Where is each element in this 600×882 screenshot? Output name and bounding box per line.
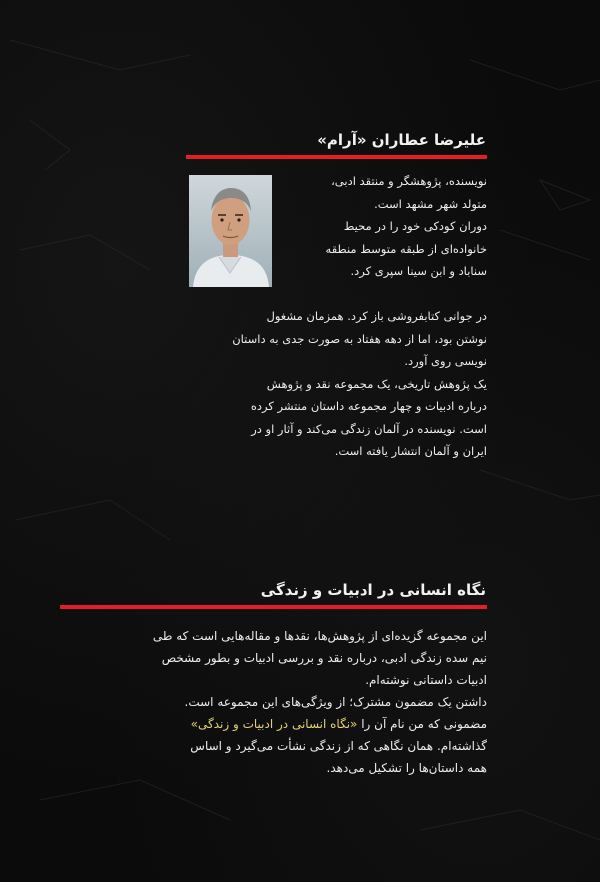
bio-line: ایران و آلمان انتشار یافته است. — [334, 444, 487, 458]
desc-line: نیم سده زندگی ادبی، درباره نقد و بررسی ادبیات و بطور مشخص — [161, 651, 487, 665]
bio-line: در جوانی کتابفروشی باز کرد. همزمان مشغول — [266, 309, 487, 323]
author-name-rule — [186, 155, 487, 159]
bio-line: سناباد و ابن سینا سپری کرد. — [350, 264, 487, 278]
bio-line: است. نویسنده در آلمان زندگی می‌کند و آثار او در — [251, 421, 487, 436]
bio-line: متولد شهر مشهد است. — [374, 196, 487, 211]
bio-line: درباره ادبیات و چهار مجموعه داستان منتشر کرده — [250, 399, 487, 413]
bio-line: نویسی روی آورد. — [404, 354, 487, 368]
author-bio-intro — [285, 170, 487, 283]
author-bio-continued — [180, 305, 487, 463]
desc-line: داشتن یک مضمون مشترک؛ از ویژگی‌های این مجموعه است. — [184, 695, 487, 709]
bio-line: خانواده‌ای از طبقه متوسط منطقه — [325, 241, 487, 256]
bio-line: نوشتن بود، اما از دهه هفتاد به صورت جدی به داستان — [232, 331, 487, 346]
bio-line: دوران کودکی خود را در محیط — [343, 219, 487, 233]
desc-line: همه داستان‌ها را تشکیل می‌دهد. — [326, 761, 487, 775]
book-theme-quote: «نگاه انسانی در ادبیات و زندگی» — [190, 717, 358, 731]
desc-line: ادبیات داستانی نوشته‌ام. — [365, 673, 487, 687]
bio-line: یک پژوهش تاریخی، یک مجموعه نقد و پژوهش — [266, 376, 487, 391]
desc-line-with-quote — [60, 713, 487, 735]
bio-line: نویسنده، پژوهشگر و منتقد ادبی، — [331, 174, 487, 188]
desc-line-text: مضمونی که من نام آن را — [357, 717, 487, 731]
author-photo — [189, 175, 272, 287]
desc-line: گذاشته‌ام. همان نگاهی که از زندگی نشأت می‌گیرد و اساس — [190, 739, 487, 753]
book-title-rule — [60, 605, 487, 609]
book-title: نگاه انسانی در ادبیات و زندگی — [260, 581, 486, 599]
book-description — [60, 625, 487, 779]
desc-line: این مجموعه گزیده‌ای از پژوهش‌ها، نقدها و مقاله‌هایی است که طی — [152, 629, 487, 643]
author-name: علیرضا عطاران «آرام» — [317, 131, 486, 149]
